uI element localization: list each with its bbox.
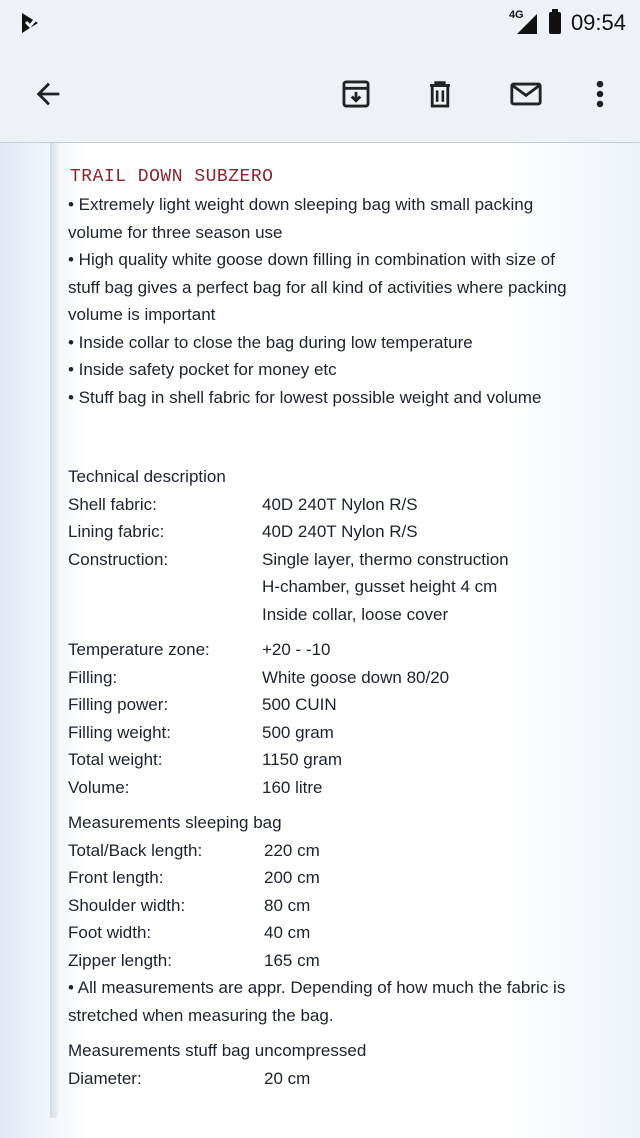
spec-row	[68, 664, 588, 692]
more-vert-icon	[590, 77, 610, 111]
measurement-row	[68, 864, 588, 892]
status-bar	[0, 0, 640, 46]
measurement-value: 20 cm	[264, 1068, 311, 1088]
measurements-heading: Measurements sleeping bag	[68, 813, 282, 832]
measurement-value: 80 cm	[264, 895, 311, 915]
spec-label: Filling weight:	[68, 722, 171, 742]
app-notification-icon	[18, 10, 44, 36]
archive-button[interactable]	[332, 70, 380, 118]
network-type: 4G	[508, 9, 524, 21]
spec-row	[68, 491, 588, 519]
feature-bullet: • Inside safety pocket for money etc	[68, 360, 337, 379]
feature-bullet: • Inside collar to close the bag during low temperature	[68, 332, 473, 352]
measurement-value: 40 cm	[264, 923, 311, 942]
measurement-label: Foot width:	[68, 923, 152, 942]
spec-value-line: 40D 240T Nylon R/S	[262, 522, 418, 541]
spec-row	[68, 746, 588, 774]
measurement-label: Total/Back length:	[68, 840, 203, 860]
spec-value: 160 litre	[262, 777, 323, 797]
stuff-bag-heading: Measurements stuff bag uncompressed	[68, 1041, 367, 1060]
archive-icon	[339, 77, 373, 111]
feature-bullet: • Extremely light weight down sleeping bag with small packing volume for three season use	[68, 195, 534, 242]
mark-unread-button[interactable]	[502, 70, 550, 118]
app-toolbar	[0, 46, 640, 143]
measurement-label: Shoulder width:	[68, 895, 186, 915]
spec-row	[68, 691, 588, 719]
measurement-row	[68, 892, 588, 920]
spec-value-line: Inside collar, loose cover	[262, 604, 449, 624]
spec-label: Total weight:	[68, 750, 163, 769]
back-button[interactable]	[24, 70, 72, 118]
measurement-label: Front length:	[68, 868, 164, 887]
spec-value-line: Single layer, thermo construction	[262, 549, 509, 569]
measurement-value: 165 cm	[264, 950, 320, 970]
delete-button[interactable]	[416, 70, 464, 118]
technical-heading: Technical description	[68, 467, 226, 486]
more-options-button[interactable]	[576, 70, 624, 118]
spec-value-line: H-chamber, gusset height 4 cm	[262, 577, 498, 596]
measurement-row	[68, 947, 588, 975]
product-title: TRAIL DOWN SUBZERO	[70, 167, 274, 187]
battery-icon	[549, 12, 561, 34]
cell-signal-icon	[509, 10, 539, 36]
spec-label: Temperature zone:	[68, 640, 210, 659]
back-arrow-icon	[31, 77, 65, 111]
sleeping-bag-measurements	[68, 809, 588, 1029]
spec-value-line: 40D 240T Nylon R/S	[262, 494, 418, 514]
measurement-value: 220 cm	[264, 840, 320, 860]
spec-row	[68, 546, 588, 629]
spec-value: 1150 gram	[262, 750, 343, 769]
spec-value	[262, 546, 588, 629]
measurement-value: 200 cm	[264, 868, 320, 887]
spec-label: Shell fabric:	[68, 494, 157, 514]
spec-row	[68, 518, 588, 546]
spec-value: White goose down 80/20	[262, 667, 450, 687]
spec-label: Construction:	[68, 549, 169, 569]
measurement-note: • All measurements are appr. Depending of how much the fabric is stretched when measuring the bag.	[68, 978, 566, 1025]
attachment-image	[0, 143, 640, 1138]
technical-description	[68, 463, 588, 801]
clock: 09:54	[570, 10, 626, 35]
mail-icon	[507, 77, 545, 111]
feature-bullet: • Stuff bag in shell fabric for lowest possible weight and volume	[68, 387, 542, 407]
spec-value	[262, 491, 588, 519]
spec-label: Volume:	[68, 777, 130, 797]
spec-value	[262, 518, 588, 546]
spec-row	[68, 636, 588, 664]
spec-value: 500 CUIN	[262, 695, 337, 714]
spec-label: Lining fabric:	[68, 522, 165, 541]
spec-value: 500 gram	[262, 722, 334, 742]
spec-row	[68, 774, 588, 802]
trash-icon	[423, 77, 457, 111]
feature-bullet: • High quality white goose down filling in combination with size of stuff bag gives a perfect bag for all kind of activities where packing volume is important	[68, 250, 567, 324]
measurement-row	[68, 837, 588, 865]
spec-label: Filling power:	[68, 695, 169, 714]
measurement-label: Zipper length:	[68, 950, 172, 970]
measurement-row	[68, 919, 588, 947]
spec-value: +20 - -10	[262, 640, 331, 659]
product-sheet	[68, 163, 588, 1092]
spec-label: Filling:	[68, 667, 118, 687]
feature-list	[68, 191, 588, 411]
spec-row	[68, 719, 588, 747]
page-edge	[50, 143, 58, 1118]
spec-group	[68, 636, 588, 801]
measurement-label: Diameter:	[68, 1068, 142, 1088]
measurement-row	[68, 1065, 588, 1093]
stuff-bag-measurements	[68, 1037, 588, 1092]
status-right-group	[509, 8, 626, 38]
